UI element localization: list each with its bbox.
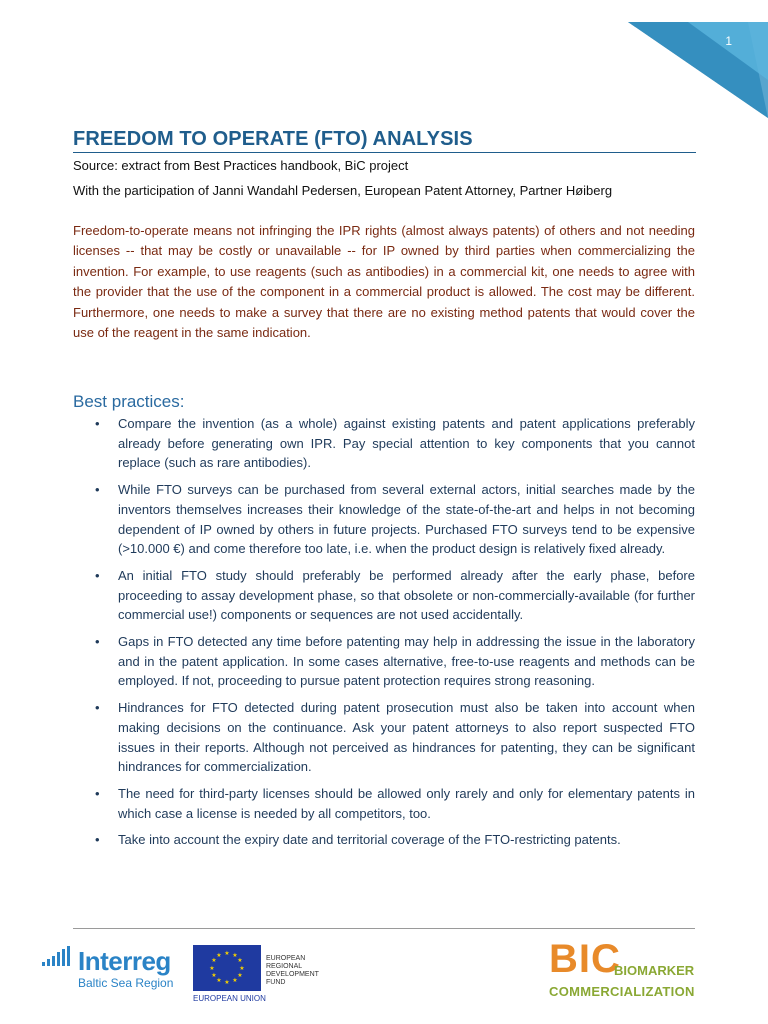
list-item: • While FTO surveys can be purchased from several external actors, initial searches made by the inventors themselves increases their knowledge of the state-of-the-art and helps in not becoming dependent of IP owned by others in future projects. Purchased FTO surveys tend to be expensive (>10.000 €) and come therefore too late, i.e. when the product design is relatively fixed already. bbox=[95, 482, 695, 557]
svg-text:★: ★ bbox=[239, 965, 245, 972]
list-item: • Take into account the expiry date and territorial coverage of the FTO-restricting patents. bbox=[73, 830, 695, 850]
list-item: • Hindrances for FTO detected during patent prosecution must also be taken into account when making decisions on the continuance. Ask your patent attorneys to also report suspected FTO issues in their reports. Although not perceived as hindrances for patenting, they can be significant hindrances for commercialization. bbox=[95, 700, 695, 775]
bic-biomarker: BIOMARKER bbox=[614, 963, 695, 978]
interreg-wordmark: Interreg bbox=[78, 946, 171, 976]
svg-text:★: ★ bbox=[211, 972, 217, 979]
bullet-icon: • bbox=[95, 700, 100, 716]
list-item: • Gaps in FTO detected any time before patenting may help in addressing the issue in the laboratory and in the patent application. In some cases alternative, free-to-use reagents and methods can be employed. If not, proceeding to pursue patent protection requires strong reasoning. bbox=[95, 634, 695, 689]
svg-text:★: ★ bbox=[232, 977, 238, 984]
eu-label: EUROPEAN UNION bbox=[193, 994, 266, 1003]
page-title: FREEDOM TO OPERATE (FTO) ANALYSIS bbox=[73, 128, 696, 153]
bullet-icon: • bbox=[95, 567, 100, 583]
bullet-icon: • bbox=[95, 832, 100, 848]
best-practices-list bbox=[73, 414, 695, 857]
svg-text:★: ★ bbox=[237, 957, 243, 964]
svg-text:★: ★ bbox=[224, 979, 230, 986]
source-line: Source: extract from Best Practices handbook, BiC project bbox=[73, 158, 409, 173]
signal-bars-icon bbox=[42, 946, 82, 968]
svg-text:★: ★ bbox=[209, 965, 215, 972]
intro-paragraph: Freedom-to-operate means not infringing the IPR rights (almost always patents) of others and not needing licenses -- that may be costly or unavailable -- for IP owned by third parties when commercializing the invention. For example, to use reagents (such as antibodies) in a commercial kit, one needs to agree with the provider that the use of the component in a commercial product is allowed. The cost may be different. Furthermore, one needs to make a survey that there are no existing method patents that would cover the use of the reagent in the same indication. bbox=[73, 223, 695, 341]
page-number: 1 bbox=[725, 34, 732, 48]
list-item: • An initial FTO study should preferably be performed already after the early phase, before proceeding to assay development phase, so that obsolete or non-commercially-available (for further commercial use!) components or sequences are not used accidentally. bbox=[95, 567, 695, 623]
interreg-region: Baltic Sea Region bbox=[78, 976, 174, 990]
svg-text:★: ★ bbox=[216, 952, 222, 959]
eu-flag-icon bbox=[193, 945, 261, 991]
list-item: • Compare the invention (as a whole) against existing patents and patent applications preferably already before generating own IPR. Pay special attention to key components that you cannot replace (such as rare antibodies). bbox=[95, 416, 695, 471]
bullet-icon: • bbox=[95, 785, 100, 801]
list-item: • The need for third-party licenses should be allowed only rarely and only for elementary patents in which case a license is needed by all competitors, too. bbox=[95, 785, 695, 821]
bic-wordmark: BIC bbox=[549, 937, 621, 981]
svg-text:★: ★ bbox=[211, 957, 217, 964]
participation-line: With the participation of Janni Wandahl Pedersen, European Patent Attorney, Partner Høiberg bbox=[73, 183, 613, 198]
bullet-icon: • bbox=[95, 634, 100, 650]
bic-commercialization: COMMERCIALIZATION bbox=[549, 984, 695, 999]
svg-text:★: ★ bbox=[216, 977, 222, 984]
svg-text:★: ★ bbox=[237, 972, 243, 979]
bullet-icon: • bbox=[95, 482, 100, 498]
footer-divider bbox=[73, 928, 695, 929]
corner-decoration bbox=[608, 0, 768, 120]
interreg-logo bbox=[42, 942, 192, 994]
bic-logo bbox=[549, 937, 699, 1005]
bullet-icon: • bbox=[95, 416, 100, 431]
svg-text:★: ★ bbox=[224, 950, 230, 957]
erdf-label: EUROPEAN REGIONAL DEVELOPMENT FUND bbox=[266, 955, 319, 986]
svg-text:★: ★ bbox=[232, 952, 238, 959]
best-practices-heading: Best practices: bbox=[73, 392, 185, 411]
